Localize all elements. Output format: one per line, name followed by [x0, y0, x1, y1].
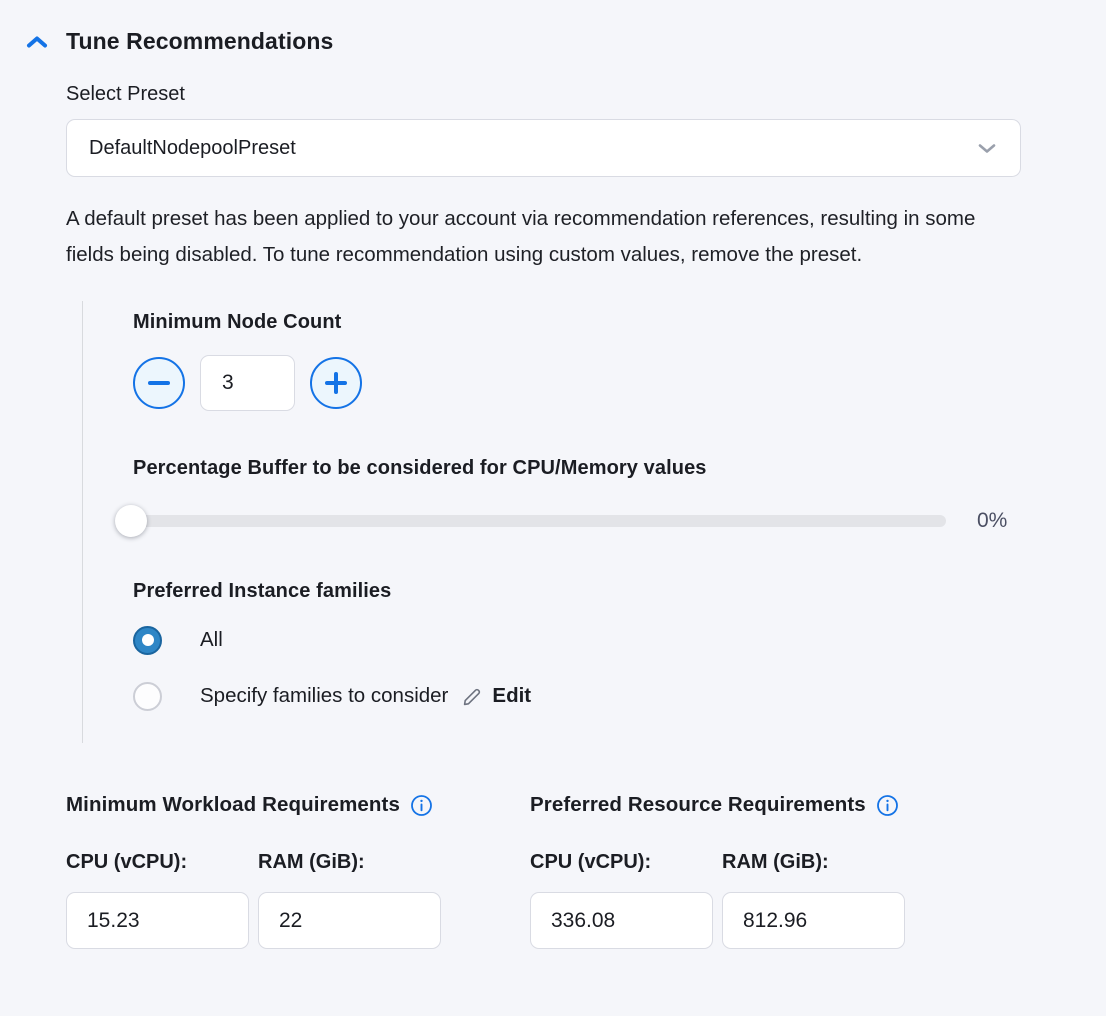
min-cpu-label: CPU (vCPU): [66, 851, 188, 873]
pref-ram-input[interactable] [722, 892, 905, 949]
preset-dropdown-value: DefaultNodepoolPreset [89, 136, 296, 159]
buffer-slider[interactable] [118, 504, 946, 538]
min-ram-input[interactable] [258, 892, 441, 949]
pref-cpu-input[interactable] [530, 892, 713, 949]
select-preset-label: Select Preset [66, 83, 185, 105]
slider-track[interactable] [118, 515, 946, 527]
slider-thumb[interactable] [115, 505, 147, 537]
info-icon[interactable] [876, 794, 899, 817]
collapse-section-button[interactable] [26, 31, 48, 53]
section-header [26, 28, 1106, 55]
radio-option-all-label: All [200, 628, 223, 651]
plus-icon-v [334, 372, 338, 394]
radio-unselected-icon[interactable] [133, 682, 162, 711]
node-count-stepper [133, 355, 1021, 411]
minimum-workload-requirements-group [66, 793, 450, 949]
preferred-instance-families-label: Preferred Instance families [133, 580, 392, 602]
radio-selected-icon[interactable] [133, 626, 162, 655]
min-cpu-input[interactable] [66, 892, 249, 949]
buffer-slider-row [118, 504, 1013, 538]
preset-dropdown[interactable] [66, 119, 1021, 177]
percentage-buffer-label: Percentage Buffer to be considered for CPU/Memory values [133, 457, 707, 479]
radio-option-specify[interactable] [133, 679, 1021, 713]
minus-icon [148, 381, 170, 385]
page-title: Tune Recommendations [66, 28, 334, 54]
requirements-section [66, 793, 1021, 949]
chevron-up-icon [26, 35, 48, 49]
tuning-section [82, 301, 1021, 743]
radio-dot [142, 634, 154, 646]
increment-button[interactable] [310, 357, 362, 409]
decrement-button[interactable] [133, 357, 185, 409]
pref-ram-label: RAM (GiB): [722, 851, 829, 873]
info-icon[interactable] [410, 794, 433, 817]
min-ram-label: RAM (GiB): [258, 851, 365, 873]
edit-families-link[interactable] [462, 684, 531, 708]
node-count-input[interactable] [200, 355, 295, 411]
preset-description: A default preset has been applied to your account via recommendation references, resulting in some fields being disabled. To tune recommendation using custom values, remove the preset. [66, 207, 976, 266]
radio-option-specify-label: Specify families to consider [200, 684, 449, 707]
preferred-resource-requirements-title: Preferred Resource Requirements [530, 793, 866, 816]
radio-option-all[interactable] [133, 623, 1021, 657]
pencil-icon [462, 686, 483, 707]
pref-cpu-label: CPU (vCPU): [530, 851, 652, 873]
minimum-node-count-label: Minimum Node Count [133, 311, 342, 333]
buffer-value: 0% [977, 509, 1008, 532]
edit-label: Edit [492, 684, 532, 707]
preferred-resource-requirements-group [530, 793, 914, 949]
chevron-down-icon [978, 143, 996, 154]
minimum-workload-requirements-title: Minimum Workload Requirements [66, 793, 400, 816]
